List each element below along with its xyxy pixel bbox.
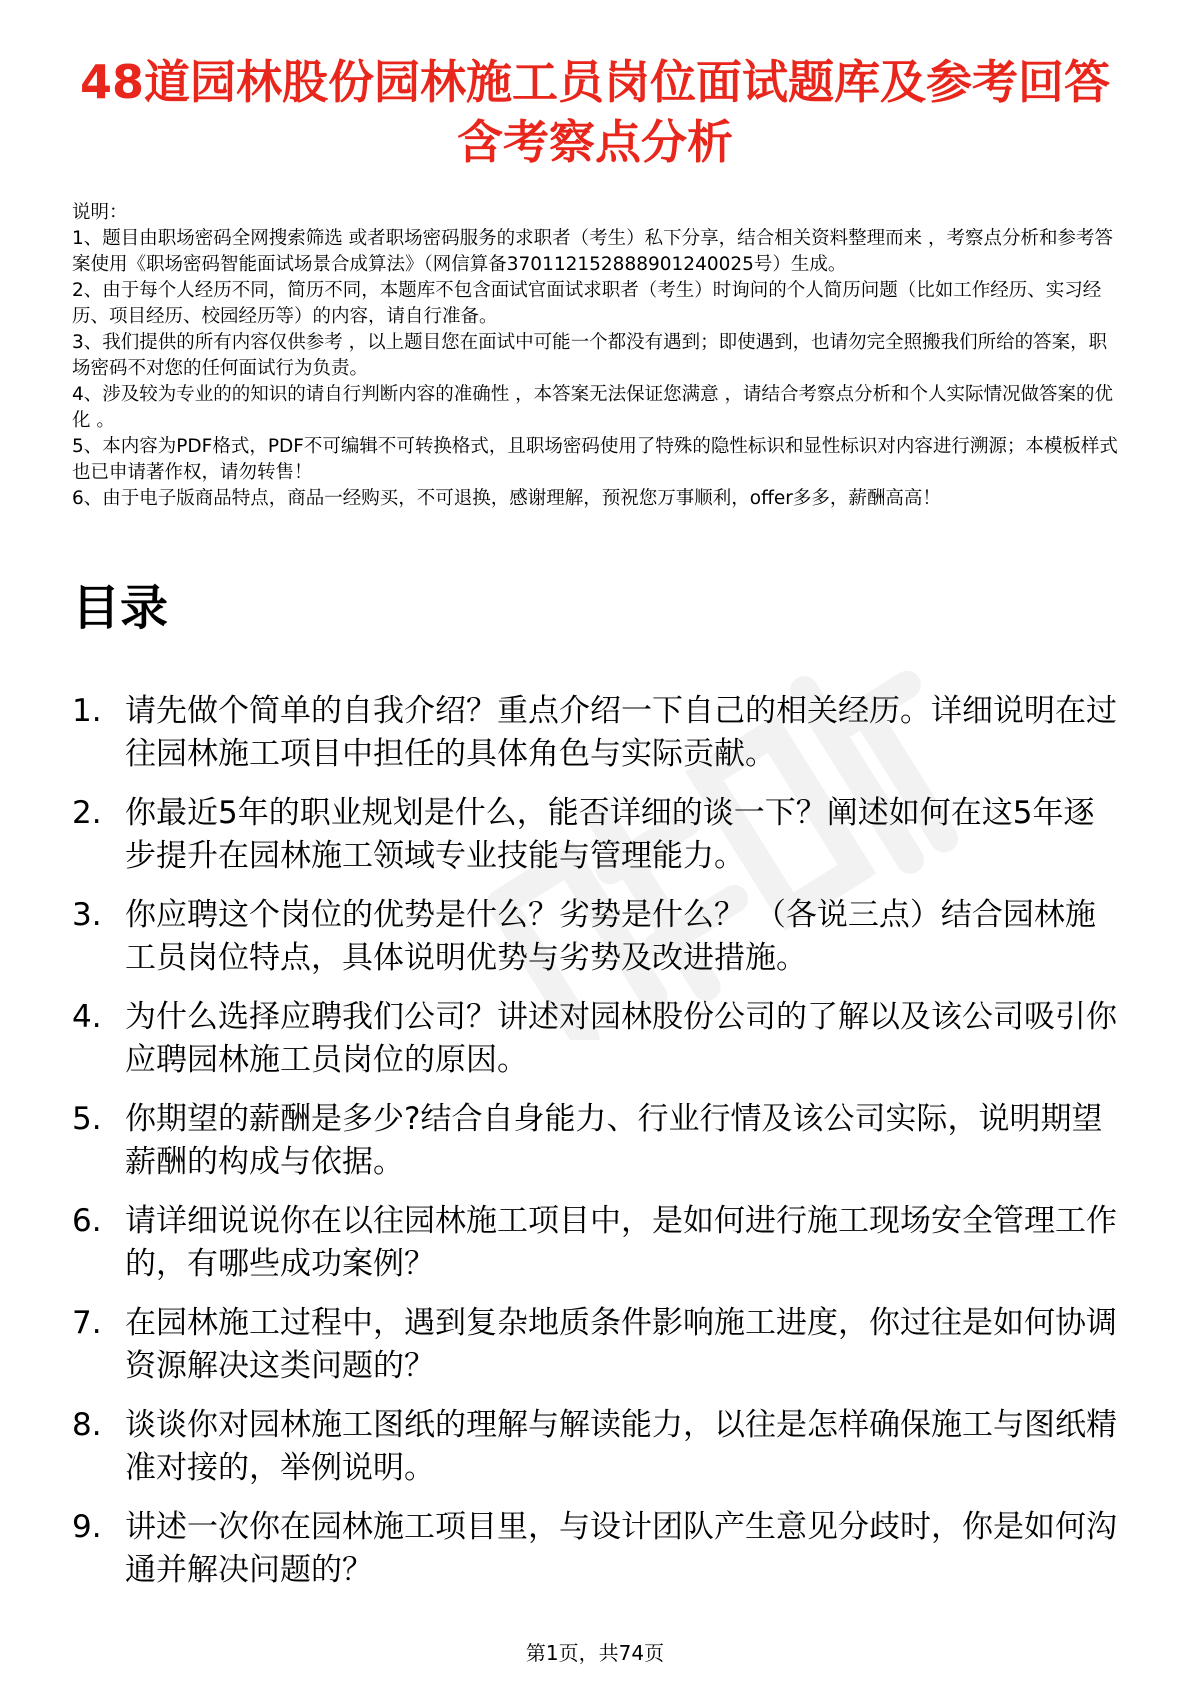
- question-text: 你期望的薪酬是多少?结合自身能力、行业行情及该公司实际，说明期望薪酬的构成与依据。: [125, 1101, 1103, 1180]
- notes-heading: 说明：: [72, 202, 128, 223]
- question-text: 你最近5年的职业规划是什么，能否详细的谈一下？阐述如何在这5年逐步提升在园林施工领域专业技能与管理能力。: [125, 795, 1095, 874]
- question-text: 在园林施工过程中，遇到复杂地质条件影响施工进度，你过往是如何协调资源解决这类问题的？: [125, 1305, 1117, 1384]
- note-item: 1、题目由职场密码全网搜索筛选 或者职场密码服务的求职者（考生）私下分享，结合相关资料整理而来 ，考察点分析和参考答案使用《职场密码智能面试场景合成算法》（网信算备370112152888901240025号）生成。: [72, 228, 1114, 275]
- note-item: 6、由于电子版商品特点，商品一经购买，不可退换，感谢理解，预祝您万事顺利，offer多多，薪酬高高！: [72, 488, 941, 509]
- question-list: [72, 690, 1122, 1608]
- question-text: 为什么选择应聘我们公司？讲述对园林股份公司的了解以及该公司吸引你应聘园林施工员岗位的原因。: [125, 999, 1117, 1078]
- disclaimer-notes: [72, 200, 1122, 512]
- question-text: 你应聘这个岗位的优势是什么？劣势是什么？ （各说三点）结合园林施工员岗位特点，具体说明优势与劣势及改进措施。: [125, 897, 1096, 976]
- question-text: 请先做个简单的自我介绍？重点介绍一下自己的相关经历。详细说明在过往园林施工项目中担任的具体角色与实际贡献。: [125, 693, 1117, 772]
- question-item: [72, 1302, 1122, 1388]
- note-item: 3、我们提供的所有内容仅供参考 ，以上题目您在面试中可能一个都没有遇到；即使遇到，也请勿完全照搬我们所给的答案，职场密码不对您的任何面试行为负责。: [72, 332, 1108, 379]
- question-number: 4.: [72, 999, 102, 1035]
- question-item: [72, 1506, 1122, 1592]
- question-item: [72, 792, 1122, 878]
- question-item: [72, 996, 1122, 1082]
- question-number: 7.: [72, 1305, 102, 1341]
- question-number: 5.: [72, 1101, 102, 1137]
- question-number: 3.: [72, 897, 102, 933]
- note-item: 4、涉及较为专业的的知识的请自行判断内容的准确性 ，本答案无法保证您满意 ，请结合考察点分析和个人实际情况做答案的优化 。: [72, 384, 1114, 431]
- question-item: [72, 1404, 1122, 1490]
- question-item: [72, 1200, 1122, 1286]
- question-number: 8.: [72, 1407, 102, 1443]
- note-item: 5、本内容为PDF格式，PDF不可编辑不可转换格式，且职场密码使用了特殊的隐性标识和显性标识对内容进行溯源；本模板样式也已申请著作权，请勿转售！: [72, 436, 1118, 483]
- question-number: 1.: [72, 693, 102, 729]
- question-item: [72, 1098, 1122, 1184]
- question-item: [72, 894, 1122, 980]
- question-item: [72, 690, 1122, 776]
- question-number: 9.: [72, 1509, 102, 1545]
- toc-heading: 目录: [72, 580, 169, 636]
- question-text: 讲述一次你在园林施工项目里，与设计团队产生意见分歧时，你是如何沟通并解决问题的？: [125, 1509, 1117, 1588]
- question-text: 请详细说说你在以往园林施工项目中，是如何进行施工现场安全管理工作的，有哪些成功案例？: [125, 1203, 1117, 1282]
- question-number: 6.: [72, 1203, 102, 1239]
- document-title: 48道园林股份园林施工员岗位面试题库及参考回答含考察点分析: [79, 55, 1110, 169]
- page-footer: 第1页，共74页: [525, 1641, 665, 1665]
- question-number: 2.: [72, 795, 102, 831]
- question-text: 谈谈你对园林施工图纸的理解与解读能力，以往是怎样确保施工与图纸精准对接的，举例说明。: [125, 1407, 1117, 1486]
- note-item: 2、由于每个人经历不同，简历不同，本题库不包含面试官面试求职者（考生）时询问的个人简历问题（比如工作经历、实习经历、项目经历、校园经历等）的内容，请自行准备。: [72, 280, 1102, 327]
